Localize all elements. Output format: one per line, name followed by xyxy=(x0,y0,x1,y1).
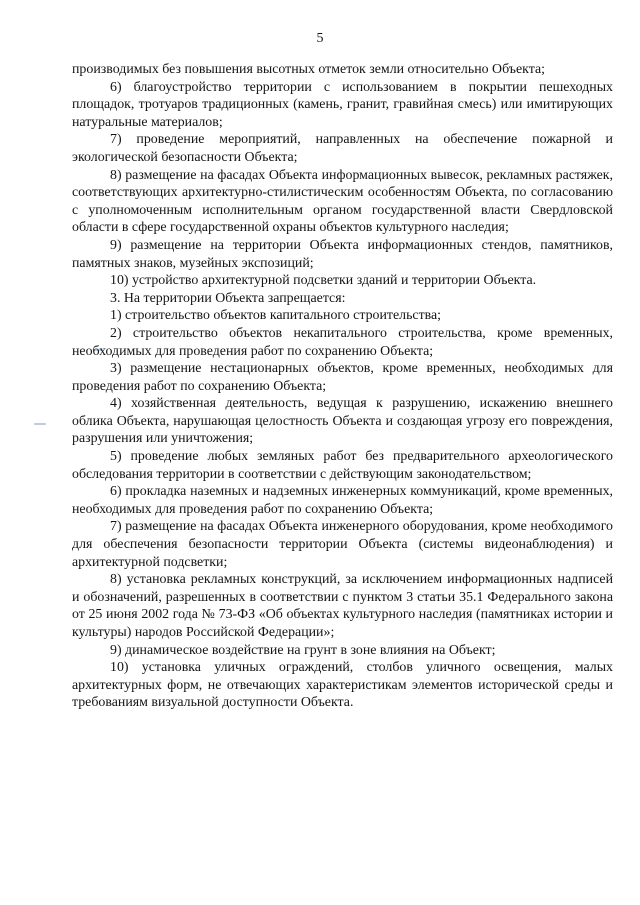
scan-mark xyxy=(34,423,46,425)
paragraph: 9) динамическое воздействие на грунт в зоне влияния на Объект; xyxy=(110,642,496,658)
paragraph: 5) проведение любых земляных работ без предварительного археологического обследования территории в соответствии с действующим законодательством; xyxy=(72,449,613,482)
document-body xyxy=(72,61,613,712)
paragraph: 3) размещение нестационарных объектов, кроме временных, необходимых для проведения работ по сохранению Объекта; xyxy=(72,361,613,394)
paragraph: 8) размещение на фасадах Объекта информационных вывесок, рекламных растяжек, соответствующих архитектурно-стилистическим особенностям Объекта, по согласованию с уполномоченным исполнительным органом государственной власти Свердловской области в сфере государственной охраны объектов культурного наследия; xyxy=(72,167,613,236)
paragraph: 10) устройство архитектурной подсветки зданий и территории Объекта. xyxy=(110,273,537,289)
paragraph: 10) установка уличных ограждений, столбов уличного освещения, малых архитектурных форм, не отвечающих характеристикам элементов исторической среды и требованиям визуальной доступности Объекта. xyxy=(72,660,613,711)
paragraph: 7) размещение на фасадах Объекта инженерного оборудования, кроме необходимого для обеспечения безопасности территории Объекта (системы видеонаблюдения) и архитектурной подсветки; xyxy=(72,519,613,570)
paragraph: 3. На территории Объекта запрещается: xyxy=(110,290,346,306)
paragraph: 4) хозяйственная деятельность, ведущая к разрушению, искажению внешнего облика Объекта, нарушающая целостность Объекта и создающая угрозу его повреждения, разрушения или уничтожения; xyxy=(72,396,613,447)
paragraph: 6) благоустройство территории с использованием в покрытии пешеходных площадок, тротуаров традиционных (камень, гранит, гравийная смесь) или имитирующих натуральные материалов; xyxy=(72,79,613,130)
paragraph: 7) проведение мероприятий, направленных на обеспечение пожарной и экологической безопасности Объекта; xyxy=(72,132,613,165)
paragraph: 6) прокладка наземных и надземных инженерных коммуникаций, кроме временных, необходимых для проведения работ по сохранению Объекта; xyxy=(72,484,613,517)
paragraph: производимых без повышения высотных отметок земли относительно Объекта; xyxy=(72,62,545,77)
paragraph: 1) строительство объектов капитального строительства; xyxy=(110,308,442,324)
paragraph: 9) размещение на территории Объекта информационных стендов, памятников, памятных знаков, музейных экспозиций; xyxy=(72,237,613,271)
paragraph: 8) установка рекламных конструкций, за исключением информационных надписей и обозначений, разрешенных в соответствии с пунктом 3 статьи 35.1 Федерального закона от 25 июня 2002 года № 73-ФЗ «Об объектах культурного наследия (памятниках истории и культуры) народов Российской Федерации»; xyxy=(72,572,613,640)
paragraph: 2) строительство объектов некапитального строительства, кроме временных, необходимых для проведения работ по сохранению Объекта; xyxy=(72,325,613,359)
page-number: 5 xyxy=(316,31,324,46)
